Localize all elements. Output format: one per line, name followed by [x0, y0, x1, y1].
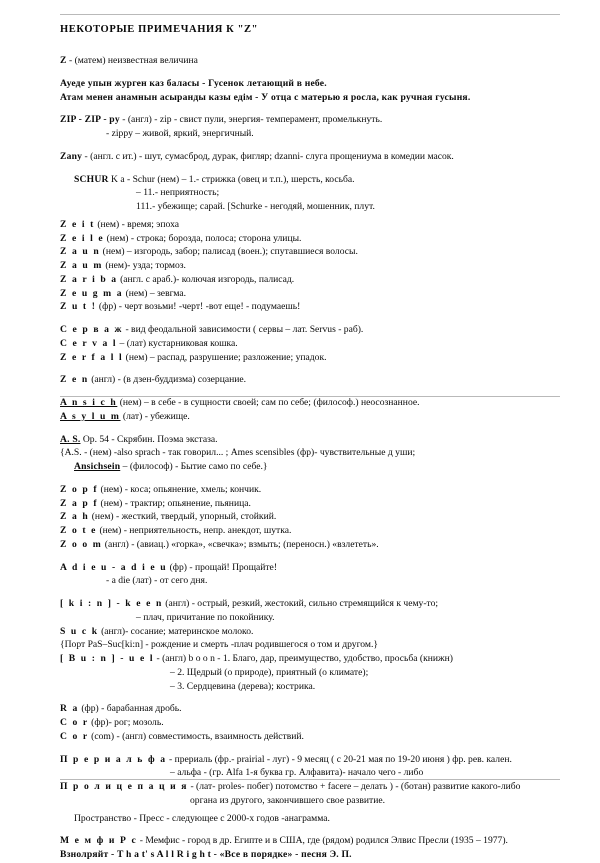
entry-gloss: Op. 54 - Скрябин. Поэма экстаза. — [80, 433, 218, 445]
entry-gloss: - (англ) - zip - свист пули, энергия- темперамент, промелькнуть. — [119, 114, 383, 126]
entry-gloss: (нем) - время; эпоха — [94, 218, 180, 230]
entry-headword: П р о л и ц е п а ц и я — [60, 781, 189, 792]
note-entry — [60, 78, 560, 91]
note-entry — [60, 598, 560, 611]
entry-headword: Z e u g m a — [60, 287, 124, 299]
note-entry — [60, 246, 560, 259]
entry-headword: Z e r f a l l — [60, 351, 124, 363]
note-entry — [60, 352, 560, 365]
entry-gloss: - (лат- proles- побег) потомство + facere – делать ) - (ботан) развитие какого-либо — [188, 781, 521, 792]
note-entry — [60, 767, 560, 780]
note-entry — [60, 461, 560, 474]
note-entry — [60, 187, 560, 200]
note-entry — [60, 681, 560, 694]
entry-gloss: (нем)- узда; тормоз. — [102, 260, 186, 271]
entry-headword: Z — [60, 55, 67, 66]
note-entry — [60, 498, 560, 511]
entry-gloss: – альфа - (гр. Alfa 1-я буква гр. Алфавита)- начало чего - либо — [170, 767, 424, 779]
note-entry — [60, 562, 560, 575]
note-entry — [60, 219, 560, 232]
note-entry — [60, 612, 560, 625]
note-entry — [60, 201, 560, 214]
entry-gloss: – 11.- неприятность; — [136, 187, 220, 199]
entry-gloss: - zippy – живой, яркий, энергичный. — [106, 128, 254, 139]
entry-gloss: - T h a t' s A l l R i g h t - «Все в порядке» - песня Э. П. — [108, 849, 352, 860]
entry-headword: SCHUR — [74, 173, 109, 185]
entry-gloss: (англ) - (авиац.) «горка», «свечка»; взмыть; (переносн.) «взлететь». — [102, 538, 379, 550]
entry-headword: Zany — [60, 150, 83, 162]
entry-gloss: (соm) - (англ) совместимость, взаимность действий. — [88, 730, 304, 742]
note-entry — [60, 55, 560, 68]
entry-headword: Z e i t — [60, 218, 95, 230]
entry-headword: Z e n — [60, 374, 89, 386]
note-entry — [60, 653, 560, 666]
entry-gloss: – (философ) - Бытие само по себе.} — [120, 461, 268, 472]
entry-headword: Z o o m — [60, 538, 103, 550]
entry-headword: Z e i l e — [60, 232, 105, 244]
note-entry — [60, 128, 560, 141]
entry-headword: С е р в а ж — [60, 324, 124, 335]
entry-gloss: (нем) - строка; борозда, полоса; сторона улицы. — [104, 232, 302, 244]
entry-gloss: (нем) - коса; опьянение, хмель; кончик. — [98, 483, 262, 495]
entry-headword: A d i e u - a d i e u — [60, 561, 168, 573]
entry-gloss: (лат) - убежище. — [120, 410, 190, 422]
note-entry — [60, 703, 560, 716]
entry-headword: Ansichsein — [74, 461, 121, 472]
note-entry — [60, 525, 560, 538]
entry-gloss: - Мемфис - город в др. Египте и в США, где (рядом) родился Элвис Пресли (1935 – 1977). — [137, 835, 508, 847]
entry-gloss: {A.S. - (нем) -also sprach - так говорил... ; Ames scensibles (фр)- чувствительные д уши; — [60, 447, 416, 459]
note-entry — [60, 639, 560, 652]
entry-gloss: (фр) - прощай! Прощайте! — [167, 561, 278, 573]
entry-headword: Z o p f — [60, 483, 99, 495]
note-entry — [60, 835, 560, 848]
entry-gloss: (англ)- сосание; материнское молоко. — [98, 625, 254, 637]
entry-headword: C o r — [60, 717, 89, 728]
entry-gloss: (фр) - барабанная дробь. — [78, 703, 182, 715]
note-entry — [60, 849, 560, 862]
note-entry — [60, 781, 560, 794]
entry-gloss: 111.- убежище; сарай. [Schurke - негодяй, мошенник, плут. — [136, 201, 375, 212]
entry-headword: Атам менен анамнын асыранды казы едiм — [60, 91, 253, 103]
note-entry — [60, 717, 560, 730]
entry-gloss: (нем) – в себе - в сущности своей; сам по себе; (философ.) неосознанное. — [117, 397, 420, 408]
entry-gloss: – (лат) кустарниковая кошка. — [117, 337, 238, 349]
note-entry — [60, 731, 560, 744]
entry-headword: М е м ф и Р с — [60, 835, 138, 847]
entry-headword: [ k i : n ] - k e e n — [60, 598, 163, 609]
entry-headword: C o r — [60, 730, 89, 742]
entry-headword: A n s i c h — [60, 397, 118, 408]
entry-gloss: – 2. Щедрый (о природе), приятный (о климате); — [170, 666, 369, 678]
note-entry — [60, 92, 560, 105]
note-entry — [60, 338, 560, 351]
note-entry — [60, 174, 560, 187]
entry-headword: C e r v a l — [60, 337, 118, 349]
entry-gloss: - (матем) неизвестная величина — [66, 55, 198, 66]
entry-headword: Z a u m — [60, 260, 103, 271]
entry-gloss: (нем) – изгородь, забор; палисад (воен.); спутавшиеся волосы. — [100, 246, 358, 258]
note-entry — [60, 795, 560, 808]
note-entry — [60, 434, 560, 447]
note-entry — [60, 511, 560, 524]
note-entry — [60, 114, 560, 127]
entry-gloss: - Гусенок летающий в небе. — [199, 77, 327, 89]
note-entry — [60, 575, 560, 588]
entry-headword: Взнолряйт — [60, 849, 109, 860]
entry-headword: [ B u : n ] - u e l — [60, 653, 155, 664]
entry-gloss: (англ) - (в дзен-буддизма) созерцание. — [88, 374, 247, 386]
entry-headword: П р е р и а л ь ф а — [60, 753, 167, 765]
entry-gloss: - a die (лат) - от сего дня. — [106, 575, 208, 587]
notes-list — [60, 55, 560, 862]
document-title: НЕКОТОРЫЕ ПРИМЕЧАНИЯ К "Z" — [60, 24, 259, 35]
note-entry — [60, 447, 560, 460]
entry-gloss: (нем) - жесткий, твердый, упорный, стойкий. — [89, 511, 277, 523]
entry-gloss: (фр)- рог; мозоль. — [88, 717, 164, 728]
entry-gloss: (нем) – распад, разрушение; разложение; упадок. — [123, 351, 327, 363]
entry-headword: A. S. — [60, 433, 81, 445]
entry-headword: Ауеде упын журген каз баласы — [60, 77, 200, 89]
entry-headword: R a — [60, 703, 79, 715]
entry-headword: S u c k — [60, 625, 99, 637]
entry-gloss: - (англ. с ит.) - шут, сумасброд, дурак, фигляр; dzanni- слуга прощениума в комедии масок. — [82, 150, 454, 162]
note-entry — [60, 288, 560, 301]
entry-gloss: (англ. с араб.)- колючая изгородь, палисад. — [117, 273, 295, 285]
note-entry — [60, 324, 560, 337]
note-entry — [60, 301, 560, 314]
page-rule-top — [60, 14, 560, 15]
entry-headword: ZIP - ZIP - py — [60, 114, 120, 126]
document-content — [60, 24, 560, 863]
entry-gloss: (фр) - черт возьми! -черт! -вот еще! - подумаешь! — [96, 301, 301, 313]
note-entry — [60, 151, 560, 164]
entry-gloss: органа из другого, закончившего свое развитие. — [190, 794, 385, 806]
note-entry — [60, 813, 560, 826]
note-entry — [60, 539, 560, 552]
entry-gloss: - прериаль (фр.- prairial - луг) - 9 месяц ( с 20-21 мая по 19-20 июня ) фр. рев. кален. — [166, 753, 512, 765]
entry-headword: Z a r i b a — [60, 273, 118, 285]
entry-gloss: (нем) - неприятельность, непр. анекдот, шутка. — [97, 525, 292, 536]
entry-headword: Z a p f — [60, 497, 99, 509]
entry-gloss: (англ) - острый, резкий, жестокий, сильно стремящийся к чему-то; — [162, 598, 439, 609]
entry-gloss: Пространство - Пресс - следующее с 2000-х годов -анаграмма. — [74, 812, 330, 824]
entry-headword: Z o t e — [60, 525, 98, 536]
note-entry — [60, 397, 560, 410]
entry-headword: Z a h — [60, 511, 90, 523]
note-entry — [60, 754, 560, 767]
entry-gloss: - (англ) b o o n - 1. Благо, дар, преимущество, удобство, просьба (книжн) — [154, 653, 453, 664]
entry-gloss: (нем) - трактир; опьянение, пьяница. — [98, 497, 251, 509]
entry-gloss: – 3. Сердцевина (дерева); кострика. — [170, 680, 316, 692]
entry-gloss: K a - Schur (нем) – 1.- стрижка (овец и т.п.), шерсть, косьба. — [108, 173, 355, 185]
note-entry — [60, 667, 560, 680]
note-entry — [60, 411, 560, 424]
entry-gloss: – плач, причитание по покойнику. — [136, 611, 275, 623]
entry-gloss: - У отца с матерью я росла, как ручная гусыня. — [252, 91, 471, 103]
note-entry — [60, 233, 560, 246]
note-entry — [60, 626, 560, 639]
note-entry — [60, 260, 560, 273]
entry-gloss: {Порт PaS–Suc[ki:n] - рождение и смерть -плач родившегося о том и другом.} — [60, 639, 378, 651]
entry-headword: A s y l u m — [60, 410, 121, 422]
entry-gloss: - вид феодальной зависимости ( сервы – лат. Servus - раб). — [123, 324, 364, 335]
entry-headword: Z u t ! — [60, 301, 97, 313]
note-entry — [60, 274, 560, 287]
note-entry — [60, 484, 560, 497]
note-entry — [60, 374, 560, 387]
entry-gloss: (нем) – зевгма. — [123, 287, 187, 299]
entry-headword: Z a u n — [60, 246, 101, 258]
